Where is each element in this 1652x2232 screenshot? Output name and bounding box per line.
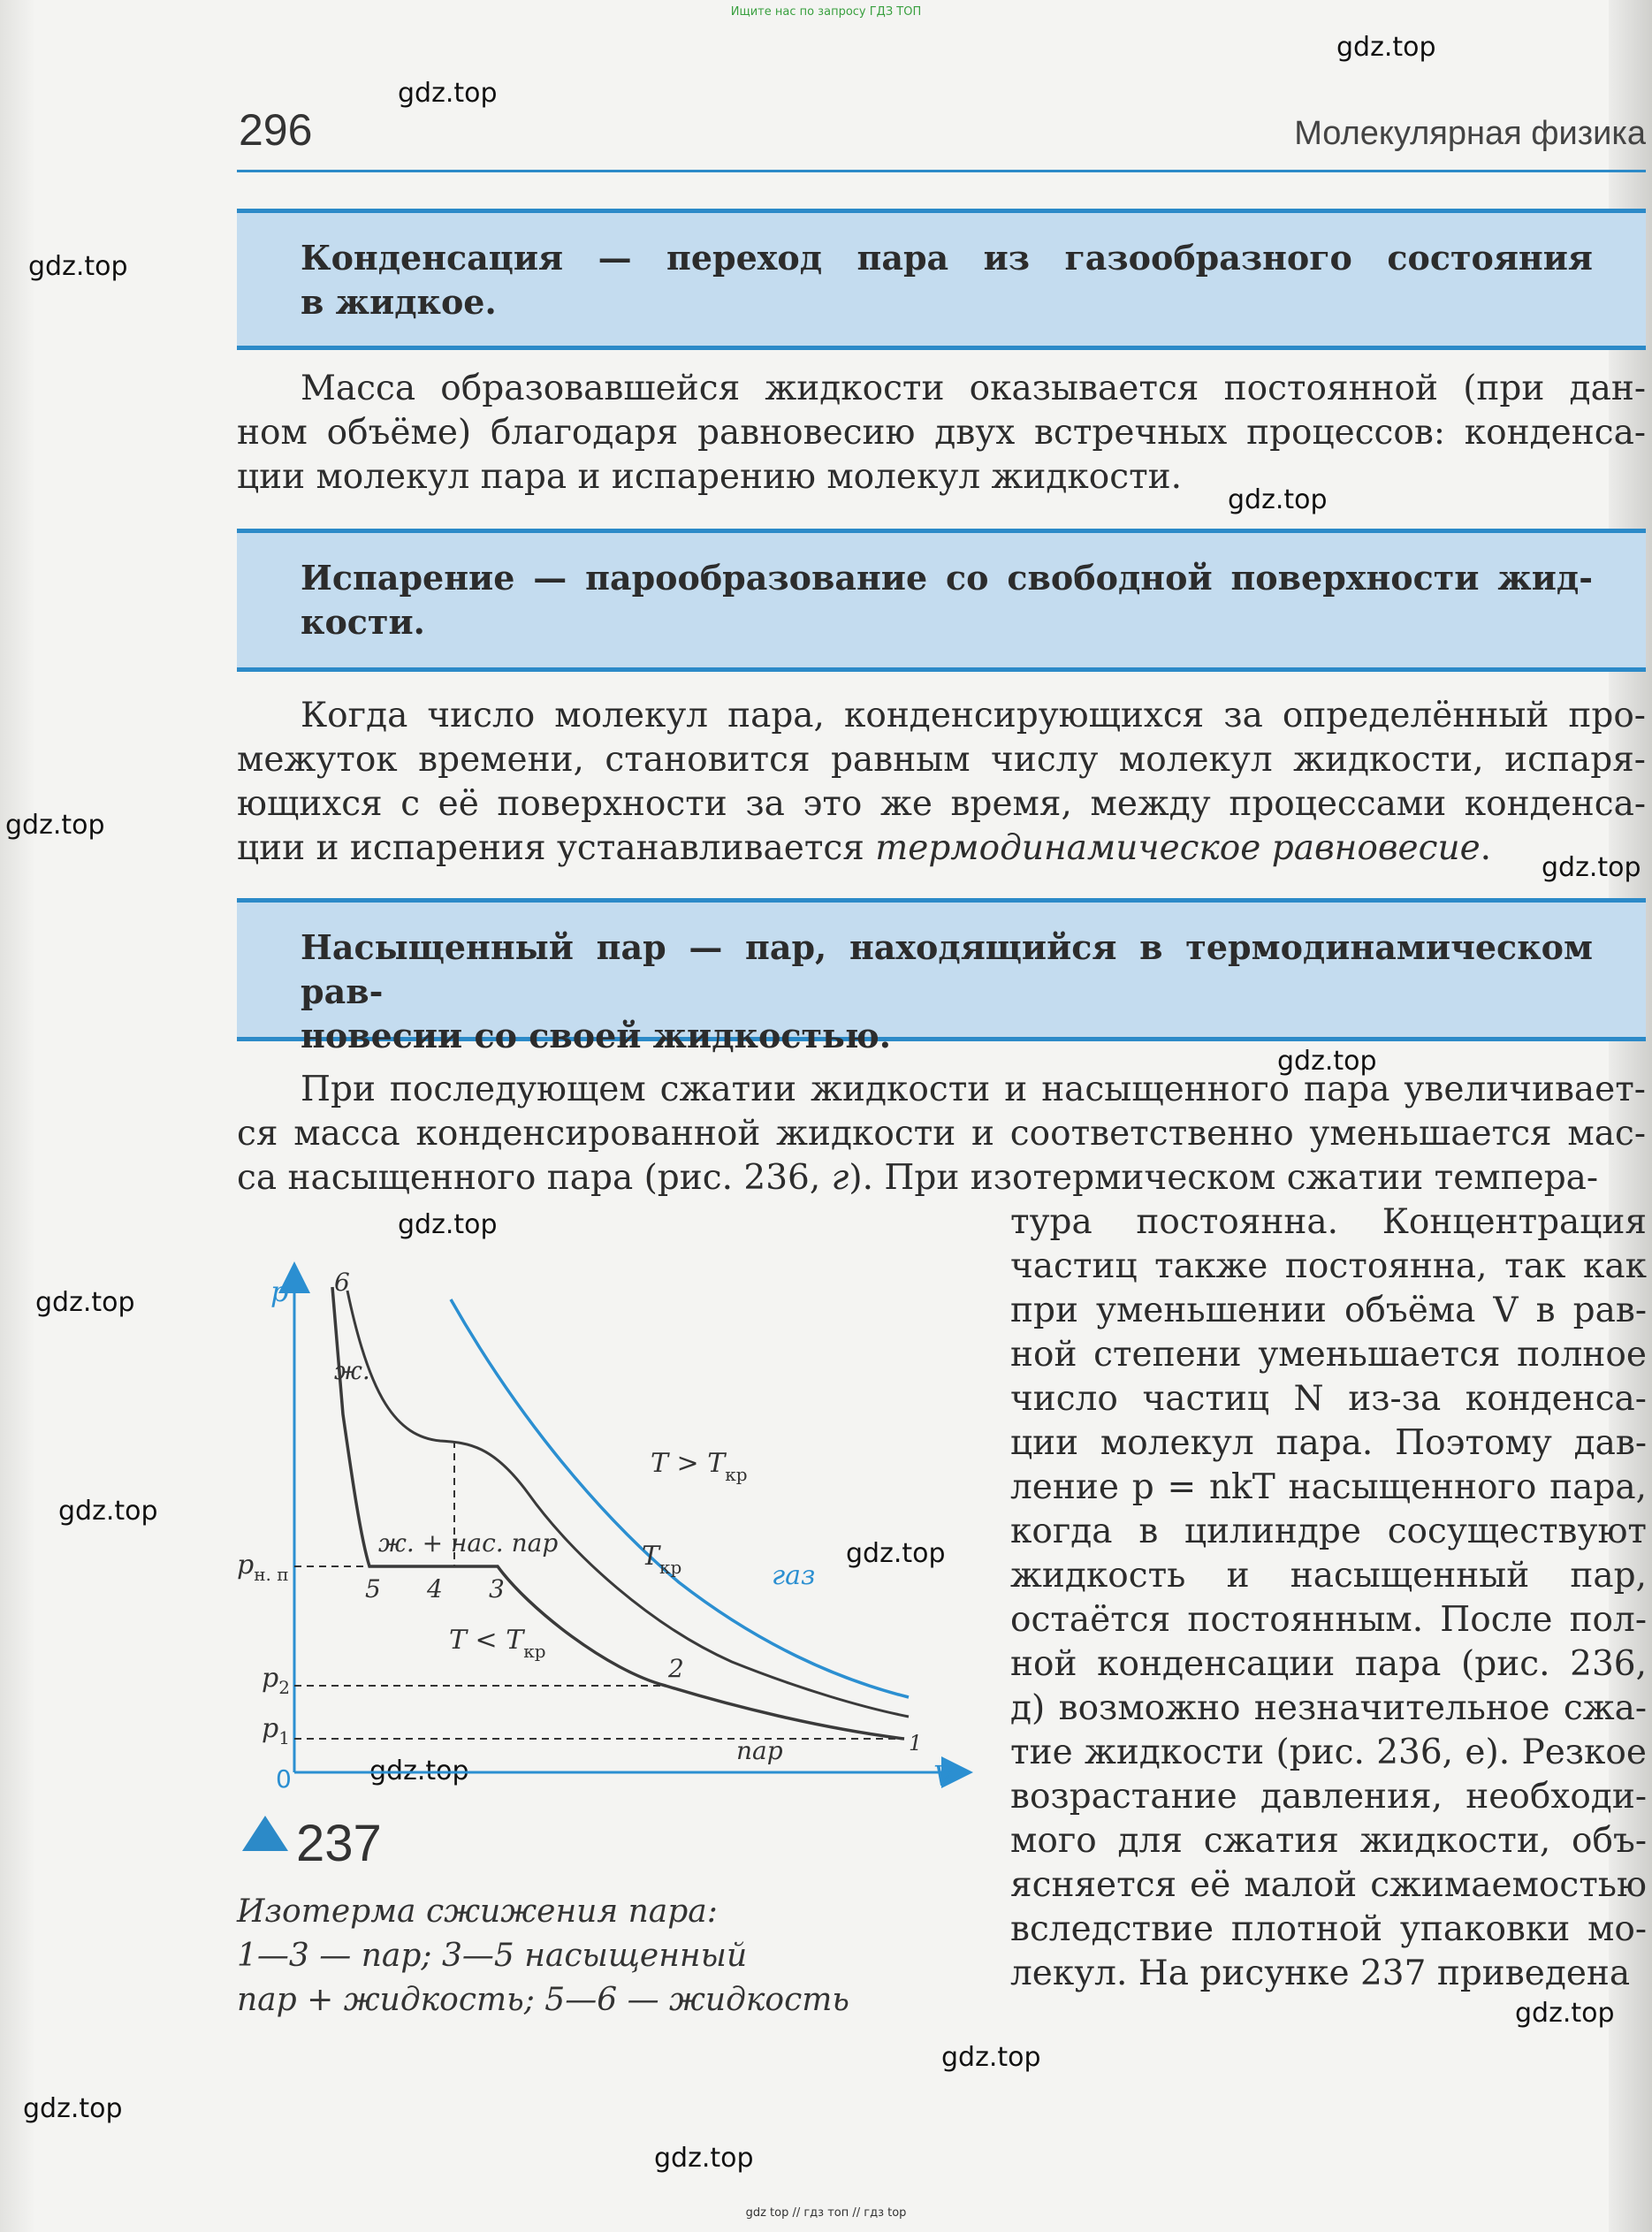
right-column-text — [1010, 1200, 1647, 1996]
definition-line: Конденсация — переход пара из газообразного состояния — [301, 238, 1593, 278]
text-line: ся масса конденсированной жидкости и соответственно уменьшается мас- — [237, 1114, 1646, 1154]
text-line: возрастание давления, необходи- — [1010, 1777, 1647, 1817]
t-less-label: $T < T_{кр}$ — [449, 1625, 546, 1662]
watermark: gdz.top — [941, 2042, 1041, 2073]
gas-label: газ — [772, 1560, 816, 1591]
watermark: gdz.top — [1542, 852, 1641, 883]
definition-line: Испарение — парообразование со свободной поверхности жид- — [301, 558, 1593, 598]
top-banner[interactable]: Ищите нас по запросу ГДЗ ТОП — [730, 5, 922, 19]
page-number: 296 — [239, 105, 313, 155]
text-fragment: . — [1480, 828, 1492, 868]
definition-saturated-vapor — [237, 898, 1646, 1055]
point-5-label: 5 — [365, 1574, 381, 1604]
watermark: gdz.top — [35, 1287, 135, 1318]
text-line: ясняется её малой сжимаемостью — [1010, 1865, 1647, 1905]
text-line: ной степени уменьшается полное — [1010, 1335, 1647, 1375]
point-3-label: 3 — [489, 1574, 505, 1604]
text-line: ном объёме) благодаря равновесию двух встречных процессов: конденса- — [237, 413, 1646, 453]
text-line: мого для сжатия жидкости, объ- — [1010, 1821, 1647, 1861]
v-axis-label: V — [933, 1759, 955, 1793]
vapor-label: пар — [736, 1736, 783, 1765]
bottom-banner[interactable]: gdz top // гдз топ // гдз top — [745, 2206, 907, 2220]
definition-evaporation — [237, 529, 1646, 672]
watermark: gdz.top — [1336, 32, 1436, 63]
text-line: ции молекул пара. Поэтому дав- — [1010, 1423, 1647, 1463]
text-line: межуток времени, становится равным числу молекул жидкости, испаря- — [237, 740, 1646, 780]
point-4-label: 4 — [427, 1574, 443, 1604]
text-line: частиц также постоянна, так как — [1010, 1246, 1647, 1286]
origin-label: 0 — [276, 1764, 292, 1794]
point-6-label: 6 — [334, 1268, 350, 1297]
text-line: д) возможно незначительное сжа- — [1010, 1688, 1647, 1728]
watermark: gdz.top — [5, 810, 105, 841]
italic-term: термодинамическое равновесие — [875, 828, 1481, 868]
text-line: при уменьшении объёма V в рав- — [1010, 1291, 1647, 1330]
mixture-label: ж. + нас. пар — [378, 1528, 559, 1558]
definition-line: новесии со своей жидкостью. — [301, 1016, 892, 1055]
isotherm-figure — [237, 1255, 997, 1830]
text-line: Масса образовавшейся жидкости оказывается постоянной (при дан- — [301, 369, 1646, 408]
watermark: gdz.top — [654, 2143, 754, 2174]
text-line: ной конденсации пара (рис. 236, — [1010, 1644, 1647, 1684]
definition-line: кости. — [301, 602, 425, 642]
watermark: gdz.top — [1515, 1998, 1615, 2029]
text-fragment: са насыщенного пара (рис. 236, — [237, 1158, 832, 1198]
running-head: Молекулярная физика — [1294, 115, 1646, 152]
page-edge-left — [0, 0, 35, 2232]
paragraph-compression — [237, 1068, 1646, 1200]
caption-line: Изотерма сжижения пара: — [237, 1893, 718, 1930]
liquid-label: ж. — [334, 1356, 370, 1385]
p1-label: $p_1$ — [262, 1713, 290, 1748]
text-line: жидкость и насыщенный пар, — [1010, 1556, 1647, 1596]
text-line: ющихся с её поверхности за это же время, между процессами конденса- — [237, 784, 1646, 824]
definition-line: Насыщенный пар — пар, находящийся в термодинамическом рав- — [301, 927, 1593, 1011]
figure-caption — [237, 1890, 873, 2023]
definition-condensation — [237, 209, 1646, 350]
watermark: gdz.top — [846, 1538, 946, 1569]
text-line: ции молекул пара и испарению молекул жидкости. — [237, 457, 1183, 497]
figure-number: 237 — [296, 1815, 382, 1872]
text-line: тура постоянна. Концентрация — [1010, 1202, 1647, 1242]
text-line: тие жидкости (рис. 236, е). Резкое — [1010, 1733, 1647, 1772]
watermark: gdz.top — [1228, 484, 1328, 515]
paragraph-equilibrium — [237, 694, 1646, 871]
watermark: gdz.top — [398, 1209, 498, 1240]
text-line: когда в цилиндре сосуществуют — [1010, 1512, 1647, 1551]
point-2-label: 2 — [668, 1654, 684, 1683]
text-line: Когда число молекул пара, конденсирующихся за определённый про- — [301, 696, 1646, 735]
text-line: При последующем сжатии жидкости и насыщенного пара увеличивает- — [301, 1070, 1646, 1109]
watermark: gdz.top — [1277, 1046, 1377, 1077]
watermark: gdz.top — [58, 1496, 158, 1527]
caption-line: 1—3 — пар; 3—5 насыщенный — [237, 1938, 748, 1974]
isotherm-critical — [347, 1291, 909, 1717]
text-line — [237, 827, 1646, 871]
caption-line: пар + жидкость; 5—6 — жидкость — [237, 1982, 849, 2018]
watermark: gdz.top — [369, 1756, 469, 1786]
point-1-label: 1 — [909, 1731, 923, 1756]
text-line: число частиц N из-за конденса- — [1010, 1379, 1647, 1419]
paragraph-mass — [237, 367, 1646, 499]
p-sat-label: $p_{н. п}$ — [237, 1550, 289, 1585]
figure-triangle-icon — [240, 1812, 290, 1855]
watermark: gdz.top — [28, 251, 128, 282]
definition-line: в жидкое. — [301, 282, 497, 322]
t-greater-label: $T > T_{кр}$ — [651, 1448, 748, 1485]
text-line — [237, 1156, 1646, 1200]
isotherm-low — [332, 1287, 904, 1739]
text-line: лекул. На рисунке 237 приведена — [1010, 1954, 1631, 1993]
p-axis-label: p — [270, 1275, 289, 1308]
p2-label: $p_2$ — [262, 1663, 290, 1698]
italic-letter: г — [831, 1158, 849, 1198]
watermark: gdz.top — [23, 2093, 123, 2124]
text-line: вследствие плотной упаковки мо- — [1010, 1909, 1647, 1949]
watermark: gdz.top — [398, 78, 498, 109]
header-rule — [237, 170, 1646, 172]
text-fragment: ции и испарения устанавливается — [237, 828, 876, 868]
t-critical-label: $T_{кр}$ — [642, 1541, 682, 1578]
text-fragment: ). При изотермическом сжатии темпера- — [849, 1158, 1599, 1198]
text-line: остаётся постоянным. После пол- — [1010, 1600, 1647, 1640]
text-line: ление p = nkT насыщенного пара, — [1010, 1467, 1647, 1507]
